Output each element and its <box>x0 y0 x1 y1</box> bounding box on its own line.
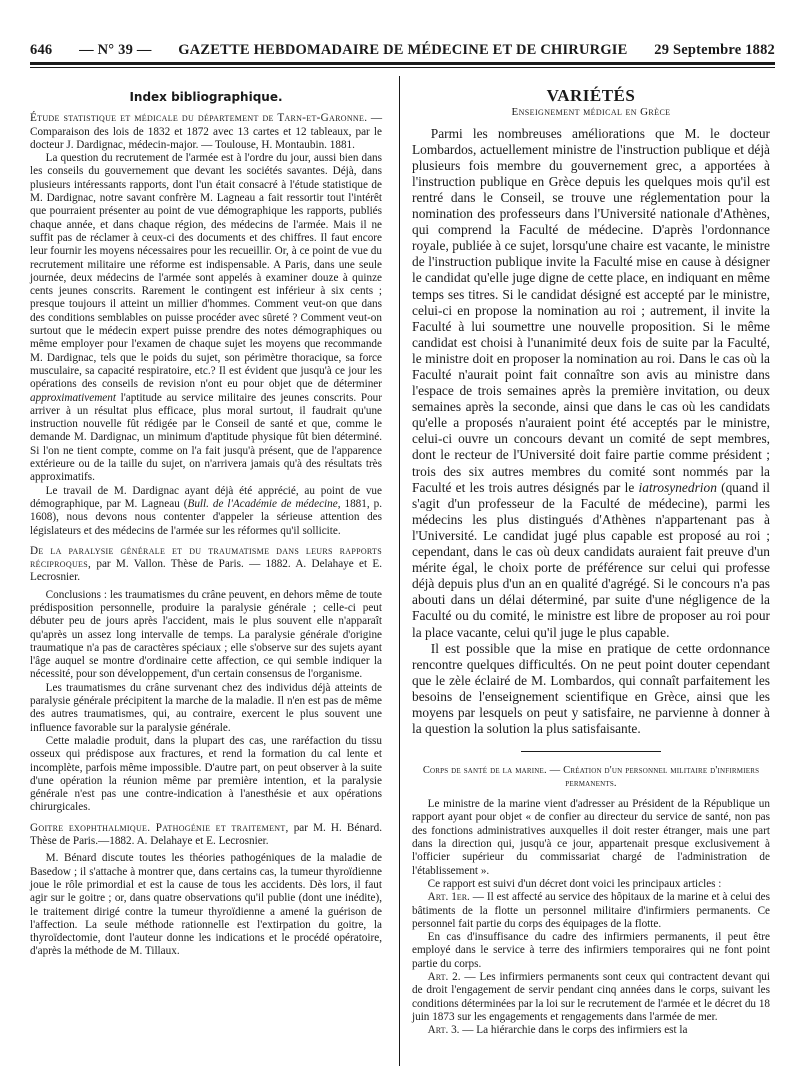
column-divider <box>399 76 400 1066</box>
entry-1-title: Étude statistique et médicale du département de Tarn-et-Garonne. <box>30 112 368 125</box>
header-rule <box>30 62 775 68</box>
journal-title: GAZETTE HEBDOMADAIRE DE MÉDECINE ET DE CHIRURGIE <box>178 42 628 58</box>
article-3: Art. 3. — La hiérarchie dans le corps des infirmiers est la <box>427 1024 688 1037</box>
entry-3-citation: par M. H. Bénard. Thèse de Paris.—1882. A. Delahaye et E. Lecrosnier. <box>30 821 382 848</box>
entry-2-paragraph: Cette maladie produit, dans la plupart des cas, une raréfaction du tissu osseux qui prédispose aux fractures, et rend la formation du cal lente et incomplète, parfois même impossible. D'autre part, on peut observer à la suite d'une opération la réunion même par première intention, et la paralysie générale n'est pas une contre-indication à l'anesthésie et aux opérations chirurgicales. <box>30 734 382 814</box>
entry-2-heading <box>30 545 382 585</box>
page-number: 646 <box>30 42 53 58</box>
section-separator <box>521 751 661 752</box>
section-title-index: Index bibliographique. <box>129 90 283 104</box>
issue-number: — N° 39 — <box>79 42 152 58</box>
entry-2-citation: par M. Vallon. Thèse de Paris. — 1882. A. Delahaye et E. Lecrosnier. <box>30 558 382 584</box>
entry-1-paragraph: La question du recrutement de l'armée est à l'ordre du jour, aussi bien dans les conseils du gouvernement que devant les sociétés savantes. Déjà, dans plusieurs intéressants rapports, dont l'un était consacré à l'étude statistique de M. Dardignac, notre savant confrère M. Lagneau a fait ressortir tout l'intérêt que pourraient présenter au point de vue démographique les rapports, publiés chaque année, et dans chaque région, des médecins de l'armée. Mais il ne suffit pas de réclamer à ceux-ci des documents et des chiffres. Il faut encore leur fournir les moyens nécessaires pour les recueillir. Or, à ce point de vue du recrutement militaire une réforme est indispensable. A Paris, dans une seule journée, deux médecins de l'armée sont appelés à examiner douze à quinze cents jeunes conscrits. Rarement le contingent est inférieur à six cents ; presque toujours il atteint un millier d'hommes. Comment veut-on que dans des conditions semblables on puisse procéder avec sûreté ? Comment veut-on surtout que le médecin expert puisse prendre des notes démographiques ou même employer pour l'examen de chaque sujet les moyens que recommande M. Dardignac, tels que le poids du sujet, son périmètre thoracique, sa force musculaire, sa capacité respiratoire, etc.? Il est évident que jusqu'à ce jour les opérations des conseils de revision n'ont eu pour objet que de déterminer approximativement l'aptitude au service militaire des jeunes conscrits. Pour arriver à un résultat plus efficace, plus moral surtout, il faudrait qu'une instruction nouvelle fût rédigée par le Conseil de santé et que, comme le demande M. Dardignac, un minimum d'aptitude physique fût bien déterminé. Si l'on ne tient compte, comme on l'a fait jusqu'à présent, que de l'apparence extérieure ou de la taille du sujet, on n'arrivera jamais qu'à des résultats très approximatifs. <box>30 152 382 484</box>
left-column <box>30 85 382 959</box>
entry-3-heading <box>30 822 382 849</box>
article-paragraph: Parmi les nombreuses améliorations que M. le docteur Lombardos, actuellement ministre de l'instruction publique et déjà plusieurs fois membre du gouvernement grec, a apportées à l'instruction publique en Grèce depuis les quelques mois qu'il est rentré dans le Conseil, se trouve une réglementation pour la nomination des professeurs dans l'Université nationale d'Athènes, qui comprend la Faculté de médecine. D'après l'ordonnance royale, publiée à ce sujet, lorsqu'une chaire est vacante, le ministre de l'instruction publique invite la Faculté mise en cause à désigner le candidat qu'elle juge digne de cette place, en indiquant en même temps ses titres. Si le candidat désigné est accepté par le ministre, celui-ci en propose la nomination au roi ; autrement, il invite la Faculté à lui soumettre une nouvelle proposition. Si le même candidat est choisi à l'unanimité deux fois de suite par la Faculté, le ministre doit en proposer la nomination au roi. Dans le cas où la Faculté n'aurait point fait connaître son avis au ministre dans l'espace de trois semaines après la première invitation, ou deux semaines après la seconde, ainsi que dans le cas où les candidats qu'elle a proposés n'auraient point été acceptés par le ministre, celui-ci ouvre un concours devant un comité de sept membres, dont le recteur de l'Université doit faire partie comme président ; trois des six autres membres du comité sont nommés par la Faculté et les trois autres désignés par le iatrosynedrion (quand il s'agit d'un professeur de la Faculté de médecine), parmi les médecins les plus distingués d'Athènes n'appartenant pas à l'Université. Le candidat jugé plus capable est proposé au roi ; cependant, dans le cas où deux candidats auraient fait preuve d'un mérite égal, le choix porte de préférence sur celui qui professe déjà depuis plus d'un an en qualité d'agrégé. Si le concours n'a pas abouti dans un délai déterminé, par suite d'une négligence de la Faculté ou du comité, le ministre est libre de proposer au roi pour la place vacante, celui qu'il juge le plus capable. <box>412 125 770 640</box>
marine-paragraph: Ce rapport est suivi d'un décret dont voici les principaux articles : <box>427 877 722 890</box>
varietes-title: VARIÉTÉS <box>546 86 636 105</box>
article-2: Art. 2. — Les infirmiers permanents sont ceux qui contractent devant qui de droit l'engagement de servir pendant cinq années dans le corps, suivant les conditions déterminées par la loi sur le recrutement de l'armée et le décret du 18 juin 1873 sur les engagements et rengagements dans l'armée de mer. <box>412 971 771 1023</box>
entry-3-paragraph: M. Bénard discute toutes les théories pathogéniques de la maladie de Basedow ; il s'attache à montrer que, dans certains cas, la tumeur thyroïdienne joue le rôle primordial et est la cause de tous les accidents. Dès lors, il faut agir sur le goitre ; or, dans quatre observations qu'il publie (dont une inédite), le traitement dirigé contre la tumeur thyroïdienne a amené la guérison de l'affection. La seule méthode rationnelle est l'extirpation du goitre, la thyroïdectomie, dont l'auteur donne les indications et le procédé opératoire, d'après la méthode de M. Tillaux. <box>30 852 382 958</box>
issue-date: 29 Septembre 1882 <box>654 42 775 58</box>
entry-1-citation: — Comparaison des lois de 1832 et 1872 avec 13 cartes et 12 tableaux, par le docteur J. Dardignac, médecin-major. — Toulouse, H. Montaubin. 1881. <box>30 112 383 151</box>
right-column <box>412 85 770 1038</box>
marine-article <box>412 798 770 1037</box>
entry-2-paragraph: Les traumatismes du crâne survenant chez des individus déjà atteints de paralysie générale précipitent la marche de la maladie. Il n'en est pas de même des autres traumatismes, qui, au contraire, exercent le plus souvent une influence favorable sur la paralysie générale. <box>30 681 382 734</box>
article-paragraph: Il est possible que la mise en pratique de cette ordonnance rencontre quelques difficultés. On ne peut point douter cependant que le zèle éclairé de M. Lombardos, qui connaît parfaitement les besoins de l'enseignement scientifique en Grèce, ainsi que les moyens par lesquels on peut y satisfaire, ne parvienne à donner à la question la solution la plus satisfaisante. <box>412 640 770 737</box>
entry-1-heading <box>30 112 382 152</box>
entry-3-title: Goitre exophthalmique. Pathogénie et traitement, <box>30 821 289 834</box>
article-subtitle: Enseignement médical en Grèce <box>511 106 671 119</box>
greece-article <box>412 126 770 738</box>
article-1: Art. 1er. — Il est affecté au service des hôpitaux de la marine et à celui des bâtiments de la flotte un personnel militaire d'infirmiers permanents. Ce personnel fait partie du corps des équipages de la flotte. <box>412 891 770 930</box>
entry-2-title: De la paralysie générale et du traumatisme dans leurs rapports réciproques, <box>30 544 382 571</box>
corps-title: Corps de santé de la marine. — Création d'un personnel militaire d'infirmiers permanents. <box>422 765 760 790</box>
marine-paragraph: Le ministre de la marine vient d'adresser au Président de la République un rapport ayant pour objet « de confier au directeur du service de santé, non pas des fonctions administratives auxquelles il doit rester étranger, mais une part dans la direction qui, jusqu'à ce jour, appartenait presque exclusivement à l'officier supérieur du commissariat chargé de l'administration de l'établissement ». <box>412 798 770 877</box>
entry-1-paragraph: Le travail de M. Dardignac ayant déjà été apprécié, au point de vue démographique, par M. Lagneau (Bull. de l'Académie de médecine, 1881, p. 1608), nous devons nous contenter d'appeler la sérieuse attention des législateurs et des médecins de l'armée sur les réformes qu'il sollicite. <box>30 484 382 537</box>
article-1-continued: En cas d'insuffisance du cadre des infirmiers permanents, il peut être employé dans le service à terre des infirmiers temporaires qui ne font point partie du corps. <box>412 931 770 970</box>
entry-2-paragraph: Conclusions : les traumatismes du crâne peuvent, en dehors même de toute prédisposition personnelle, produire la paralysie générale ; celle-ci peut débuter peu de jours après l'accident, mais le plus souvent elle n'apparaît qu'après un assez long intervalle de temps. La paralysie générale d'origine traumatique n'a pas de caractères spéciaux ; elle s'observe sur des sujets ayant l'âge auquel se montre d'ordinaire cette affection, ce qui semble indiquer la nécessité, pour son développement, d'un certain consensus de l'organisme. <box>30 588 382 681</box>
running-head <box>30 42 775 59</box>
